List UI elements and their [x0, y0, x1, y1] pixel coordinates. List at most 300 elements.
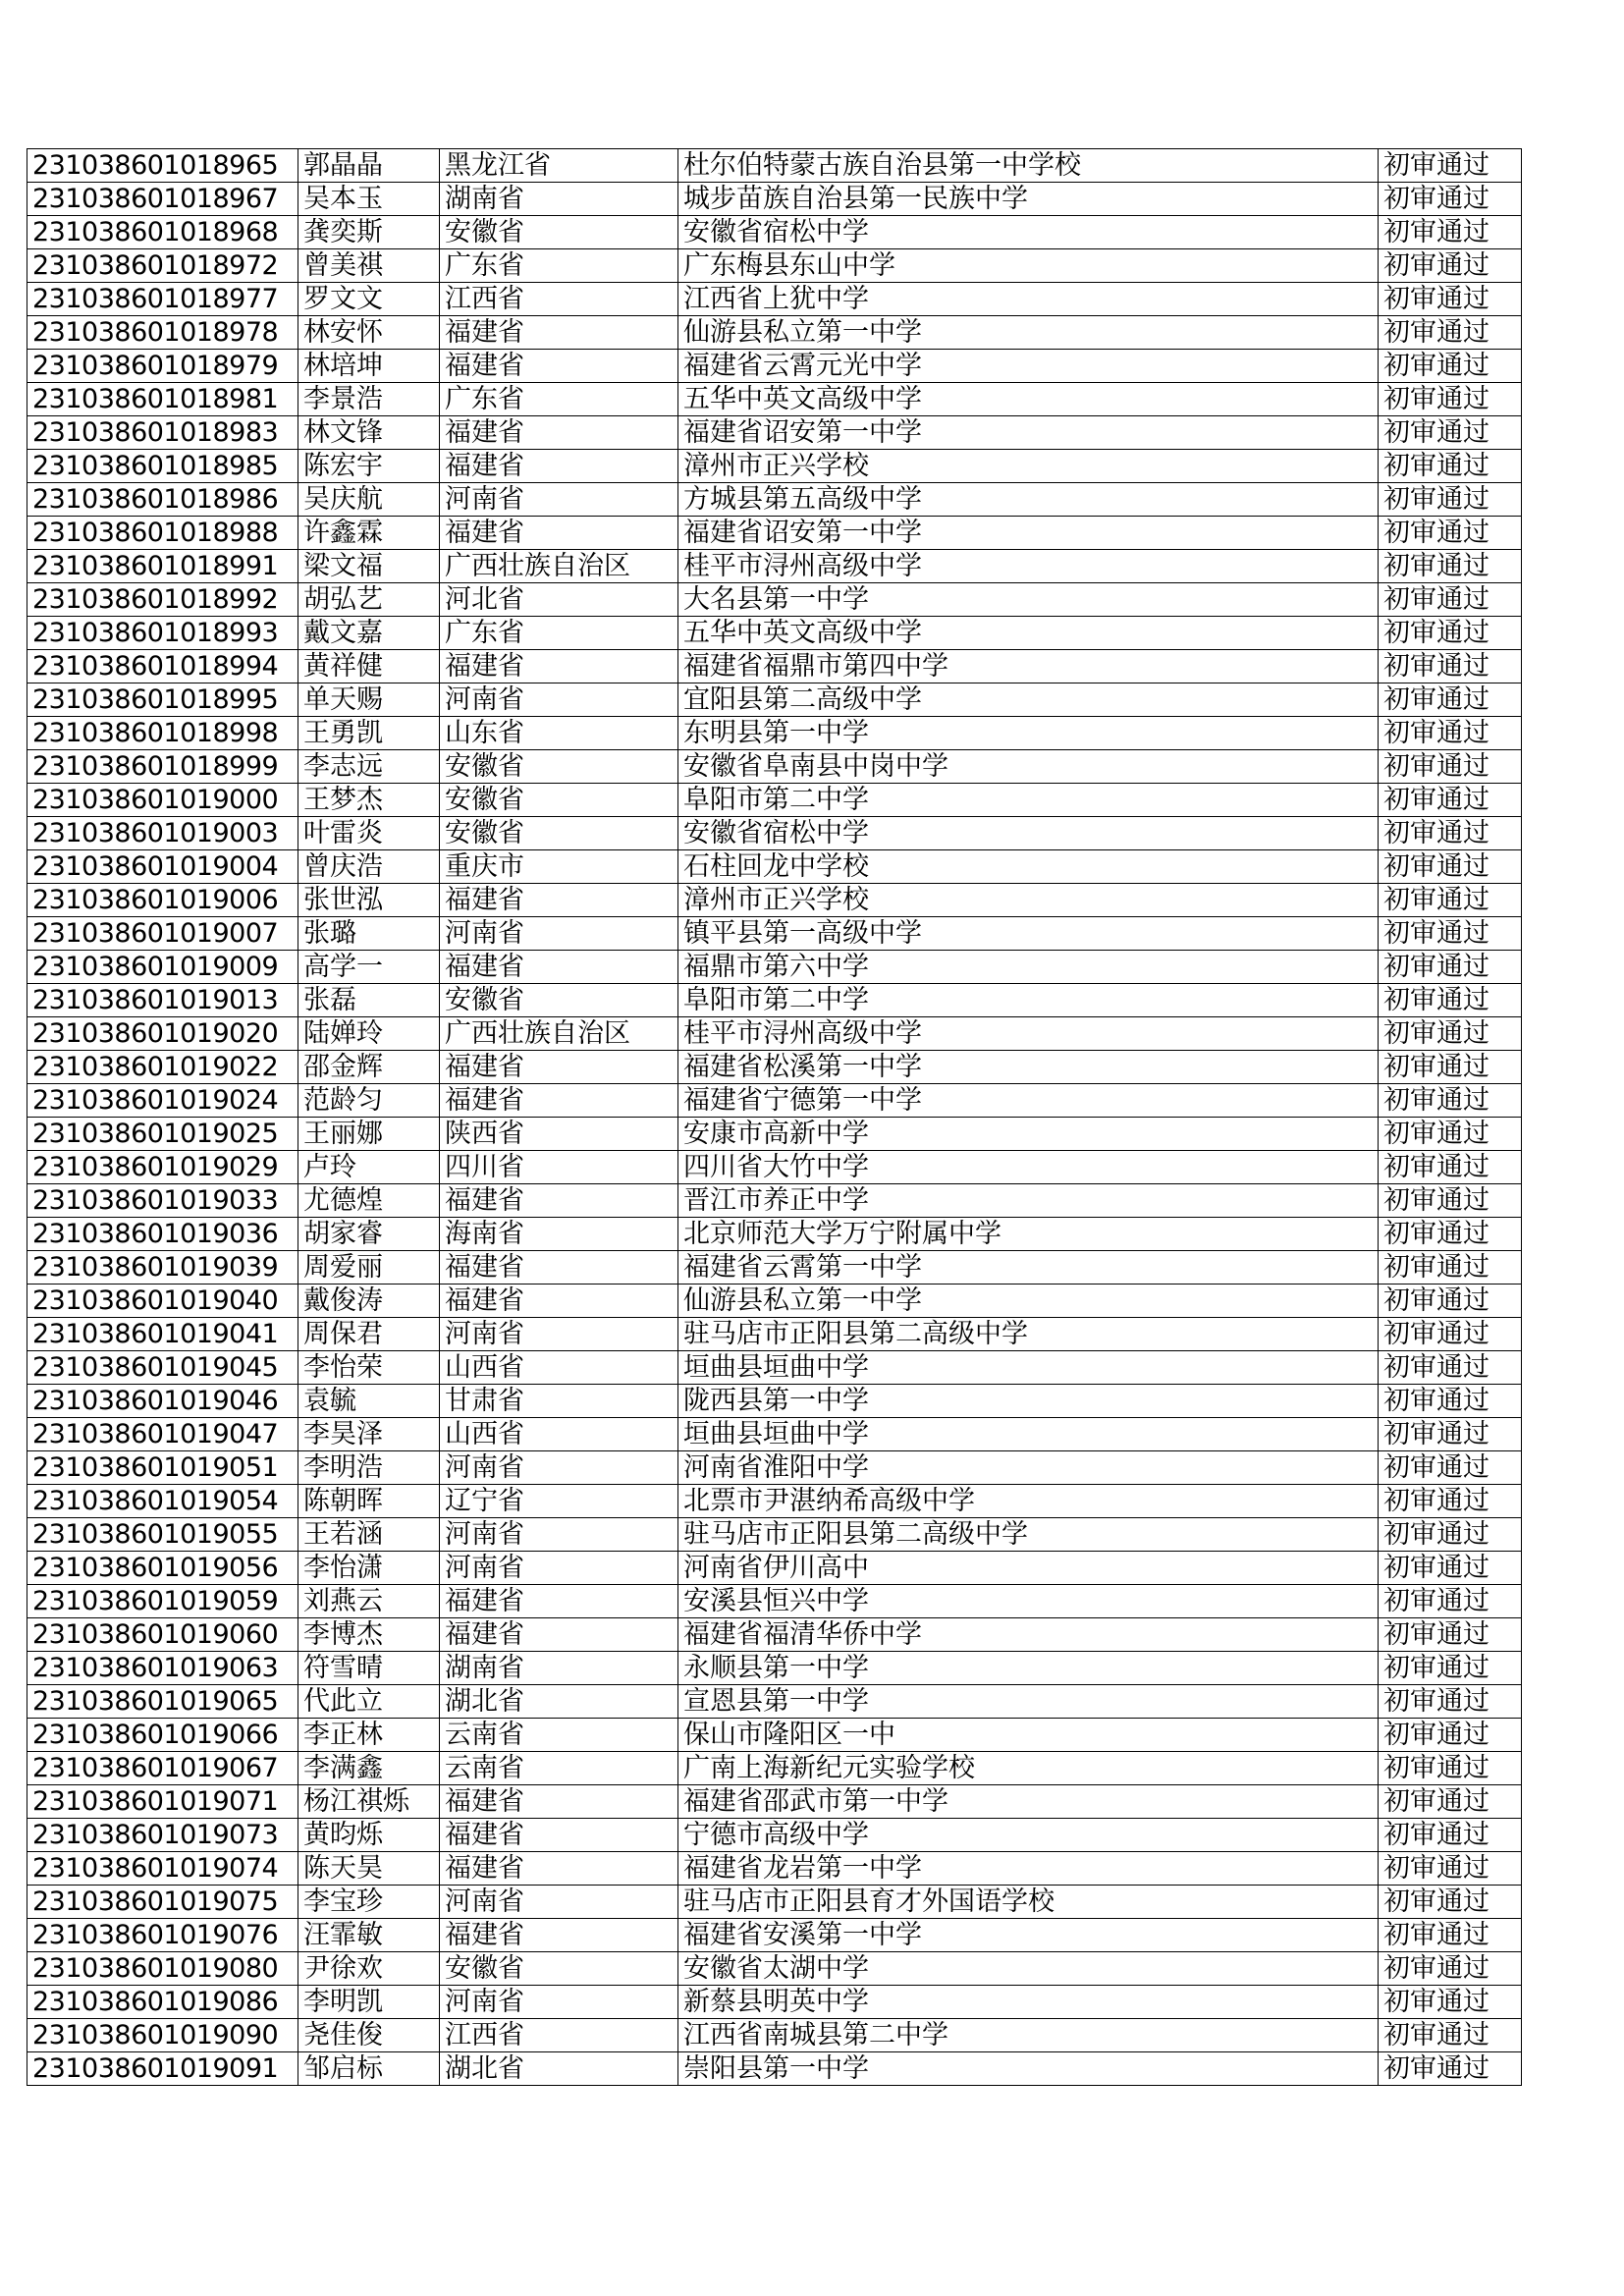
status-cell: 初审通过: [1379, 617, 1522, 650]
province-cell: 广西壮族自治区: [440, 1017, 678, 1051]
province-cell: 广东省: [440, 617, 678, 650]
registration-id-cell: 231038601019056: [27, 1552, 298, 1585]
name-cell: 尹徐欢: [298, 1952, 440, 1986]
registration-id-cell: 231038601019054: [27, 1485, 298, 1518]
province-cell: 安徽省: [440, 750, 678, 784]
registration-id-cell: 231038601018988: [27, 517, 298, 550]
status-cell: 初审通过: [1379, 149, 1522, 183]
table-row: [27, 1852, 1522, 1886]
province-cell: 河南省: [440, 683, 678, 717]
school-cell: 福建省福清华侨中学: [678, 1618, 1379, 1652]
registration-id-cell: 231038601019086: [27, 1986, 298, 2019]
registration-id-cell: 231038601018986: [27, 483, 298, 517]
province-cell: 江西省: [440, 2019, 678, 2052]
school-cell: 宁德市高级中学: [678, 1819, 1379, 1852]
school-cell: 新蔡县明英中学: [678, 1986, 1379, 2019]
status-cell: 初审通过: [1379, 483, 1522, 517]
table-row: [27, 1451, 1522, 1485]
school-cell: 镇平县第一高级中学: [678, 917, 1379, 951]
province-cell: 云南省: [440, 1719, 678, 1752]
status-cell: 初审通过: [1379, 1719, 1522, 1752]
registration-id-cell: 231038601019074: [27, 1852, 298, 1886]
school-cell: 五华中英文高级中学: [678, 617, 1379, 650]
school-cell: 安徽省宿松中学: [678, 216, 1379, 249]
school-cell: 福建省云霄第一中学: [678, 1251, 1379, 1285]
registration-id-cell: 231038601019060: [27, 1618, 298, 1652]
registration-id-cell: 231038601018978: [27, 316, 298, 350]
status-cell: 初审通过: [1379, 1184, 1522, 1218]
status-cell: 初审通过: [1379, 583, 1522, 617]
province-cell: 河南省: [440, 1986, 678, 2019]
name-cell: 林文锋: [298, 416, 440, 450]
registration-id-cell: 231038601018972: [27, 249, 298, 283]
name-cell: 陆婵玲: [298, 1017, 440, 1051]
registration-id-cell: 231038601019020: [27, 1017, 298, 1051]
table-row: [27, 416, 1522, 450]
status-cell: 初审通过: [1379, 249, 1522, 283]
registration-id-cell: 231038601019073: [27, 1819, 298, 1852]
province-cell: 河北省: [440, 583, 678, 617]
registration-id-cell: 231038601018983: [27, 416, 298, 450]
province-cell: 湖北省: [440, 2052, 678, 2086]
registration-id-cell: 231038601019063: [27, 1652, 298, 1685]
status-cell: 初审通过: [1379, 1852, 1522, 1886]
registration-id-cell: 231038601018999: [27, 750, 298, 784]
registration-id-cell: 231038601018998: [27, 717, 298, 750]
registration-id-cell: 231038601018993: [27, 617, 298, 650]
name-cell: 符雪晴: [298, 1652, 440, 1685]
status-cell: 初审通过: [1379, 1952, 1522, 1986]
table-row: [27, 1919, 1522, 1952]
status-cell: 初审通过: [1379, 350, 1522, 383]
school-cell: 福建省诏安第一中学: [678, 416, 1379, 450]
status-cell: 初审通过: [1379, 1051, 1522, 1084]
table-row: [27, 750, 1522, 784]
table-row: [27, 717, 1522, 750]
table-row: [27, 1418, 1522, 1451]
name-cell: 胡弘艺: [298, 583, 440, 617]
registration-id-cell: 231038601019066: [27, 1719, 298, 1752]
name-cell: 张世泓: [298, 884, 440, 917]
name-cell: 黄昀烁: [298, 1819, 440, 1852]
registration-id-cell: 231038601019000: [27, 784, 298, 817]
table-row: [27, 1685, 1522, 1719]
status-cell: 初审通过: [1379, 1819, 1522, 1852]
table-row: [27, 1351, 1522, 1385]
table-row: [27, 1552, 1522, 1585]
table-row: [27, 1585, 1522, 1618]
name-cell: 罗文文: [298, 283, 440, 316]
registration-id-cell: 231038601018981: [27, 383, 298, 416]
province-cell: 福建省: [440, 1051, 678, 1084]
registration-id-cell: 231038601019025: [27, 1118, 298, 1151]
table-row: [27, 1652, 1522, 1685]
status-cell: 初审通过: [1379, 1919, 1522, 1952]
school-cell: 福鼎市第六中学: [678, 951, 1379, 984]
school-cell: 仙游县私立第一中学: [678, 316, 1379, 350]
registration-id-cell: 231038601018979: [27, 350, 298, 383]
province-cell: 湖南省: [440, 1652, 678, 1685]
status-cell: 初审通过: [1379, 1618, 1522, 1652]
registration-id-cell: 231038601019065: [27, 1685, 298, 1719]
table-row: [27, 1084, 1522, 1118]
status-cell: 初审通过: [1379, 1118, 1522, 1151]
school-cell: 阜阳市第二中学: [678, 984, 1379, 1017]
name-cell: 李明凯: [298, 1986, 440, 2019]
province-cell: 安徽省: [440, 984, 678, 1017]
status-cell: 初审通过: [1379, 951, 1522, 984]
name-cell: 陈宏宇: [298, 450, 440, 483]
province-cell: 河南省: [440, 1451, 678, 1485]
status-cell: 初审通过: [1379, 517, 1522, 550]
registration-id-cell: 231038601018992: [27, 583, 298, 617]
status-cell: 初审通过: [1379, 850, 1522, 884]
province-cell: 福建省: [440, 316, 678, 350]
table-row: [27, 1285, 1522, 1318]
name-cell: 范龄匀: [298, 1084, 440, 1118]
province-cell: 河南省: [440, 1886, 678, 1919]
name-cell: 叶雷炎: [298, 817, 440, 850]
name-cell: 李昊泽: [298, 1418, 440, 1451]
table-row: [27, 951, 1522, 984]
province-cell: 湖北省: [440, 1685, 678, 1719]
status-cell: 初审通过: [1379, 1318, 1522, 1351]
table-row: [27, 517, 1522, 550]
table-row: [27, 483, 1522, 517]
name-cell: 林培坤: [298, 350, 440, 383]
province-cell: 福建省: [440, 517, 678, 550]
status-cell: 初审通过: [1379, 1652, 1522, 1685]
school-cell: 陇西县第一中学: [678, 1385, 1379, 1418]
table-body: [27, 149, 1522, 2086]
status-cell: 初审通过: [1379, 1218, 1522, 1251]
name-cell: 王梦杰: [298, 784, 440, 817]
province-cell: 河南省: [440, 917, 678, 951]
name-cell: 邵金辉: [298, 1051, 440, 1084]
table-row: [27, 550, 1522, 583]
status-cell: 初审通过: [1379, 1418, 1522, 1451]
school-cell: 阜阳市第二中学: [678, 784, 1379, 817]
name-cell: 高学一: [298, 951, 440, 984]
status-cell: 初审通过: [1379, 1351, 1522, 1385]
school-cell: 福建省邵武市第一中学: [678, 1785, 1379, 1819]
table-row: [27, 1318, 1522, 1351]
registration-id-cell: 231038601019013: [27, 984, 298, 1017]
province-cell: 福建省: [440, 416, 678, 450]
province-cell: 河南省: [440, 483, 678, 517]
status-cell: 初审通过: [1379, 1886, 1522, 1919]
province-cell: 安徽省: [440, 784, 678, 817]
name-cell: 李怡潇: [298, 1552, 440, 1585]
name-cell: 戴文嘉: [298, 617, 440, 650]
name-cell: 周保君: [298, 1318, 440, 1351]
name-cell: 李怡荣: [298, 1351, 440, 1385]
status-cell: 初审通过: [1379, 784, 1522, 817]
status-cell: 初审通过: [1379, 450, 1522, 483]
name-cell: 李正林: [298, 1719, 440, 1752]
table-row: [27, 1986, 1522, 2019]
table-row: [27, 1118, 1522, 1151]
status-cell: 初审通过: [1379, 316, 1522, 350]
registration-id-cell: 231038601019007: [27, 917, 298, 951]
table-row: [27, 2052, 1522, 2086]
school-cell: 北票市尹湛纳希高级中学: [678, 1485, 1379, 1518]
table-row: [27, 2019, 1522, 2052]
name-cell: 单天赐: [298, 683, 440, 717]
registration-id-cell: 231038601019041: [27, 1318, 298, 1351]
registration-id-cell: 231038601019006: [27, 884, 298, 917]
table-row: [27, 1017, 1522, 1051]
province-cell: 四川省: [440, 1151, 678, 1184]
table-row: [27, 617, 1522, 650]
status-cell: 初审通过: [1379, 1151, 1522, 1184]
province-cell: 福建省: [440, 1785, 678, 1819]
registration-id-cell: 231038601019051: [27, 1451, 298, 1485]
school-cell: 崇阳县第一中学: [678, 2052, 1379, 2086]
name-cell: 吴本玉: [298, 183, 440, 216]
province-cell: 河南省: [440, 1318, 678, 1351]
school-cell: 漳州市正兴学校: [678, 450, 1379, 483]
name-cell: 刘燕云: [298, 1585, 440, 1618]
status-cell: 初审通过: [1379, 383, 1522, 416]
status-cell: 初审通过: [1379, 1518, 1522, 1552]
name-cell: 李宝珍: [298, 1886, 440, 1919]
registration-id-cell: 231038601019059: [27, 1585, 298, 1618]
school-cell: 五华中英文高级中学: [678, 383, 1379, 416]
school-cell: 东明县第一中学: [678, 717, 1379, 750]
status-cell: 初审通过: [1379, 183, 1522, 216]
name-cell: 尤德煌: [298, 1184, 440, 1218]
status-cell: 初审通过: [1379, 1986, 1522, 2019]
school-cell: 保山市隆阳区一中: [678, 1719, 1379, 1752]
table-row: [27, 650, 1522, 683]
table-row: [27, 884, 1522, 917]
school-cell: 安徽省阜南县中岗中学: [678, 750, 1379, 784]
registration-id-cell: 231038601018995: [27, 683, 298, 717]
name-cell: 代此立: [298, 1685, 440, 1719]
province-cell: 福建省: [440, 1819, 678, 1852]
name-cell: 许鑫霖: [298, 517, 440, 550]
table-row: [27, 1184, 1522, 1218]
province-cell: 福建省: [440, 1251, 678, 1285]
registration-id-cell: 231038601019004: [27, 850, 298, 884]
table-row: [27, 1485, 1522, 1518]
province-cell: 江西省: [440, 283, 678, 316]
school-cell: 永顺县第一中学: [678, 1652, 1379, 1685]
school-cell: 北京师范大学万宁附属中学: [678, 1218, 1379, 1251]
province-cell: 福建省: [440, 1919, 678, 1952]
status-cell: 初审通过: [1379, 750, 1522, 784]
province-cell: 福建省: [440, 1285, 678, 1318]
province-cell: 广东省: [440, 383, 678, 416]
name-cell: 郭晶晶: [298, 149, 440, 183]
status-cell: 初审通过: [1379, 1685, 1522, 1719]
province-cell: 湖南省: [440, 183, 678, 216]
school-cell: 晋江市养正中学: [678, 1184, 1379, 1218]
registration-id-cell: 231038601019067: [27, 1752, 298, 1785]
school-cell: 仙游县私立第一中学: [678, 1285, 1379, 1318]
school-cell: 广南上海新纪元实验学校: [678, 1752, 1379, 1785]
school-cell: 河南省伊川高中: [678, 1552, 1379, 1585]
registration-id-cell: 231038601019040: [27, 1285, 298, 1318]
status-cell: 初审通过: [1379, 1251, 1522, 1285]
school-cell: 福建省松溪第一中学: [678, 1051, 1379, 1084]
table-row: [27, 1385, 1522, 1418]
registration-id-cell: 231038601019003: [27, 817, 298, 850]
name-cell: 戴俊涛: [298, 1285, 440, 1318]
status-cell: 初审通过: [1379, 216, 1522, 249]
province-cell: 山西省: [440, 1351, 678, 1385]
name-cell: 邹启标: [298, 2052, 440, 2086]
name-cell: 袁毓: [298, 1385, 440, 1418]
table-row: [27, 917, 1522, 951]
registration-id-cell: 231038601018991: [27, 550, 298, 583]
status-cell: 初审通过: [1379, 1785, 1522, 1819]
school-cell: 驻马店市正阳县第二高级中学: [678, 1318, 1379, 1351]
status-cell: 初审通过: [1379, 283, 1522, 316]
school-cell: 福建省诏安第一中学: [678, 517, 1379, 550]
registration-id-cell: 231038601018985: [27, 450, 298, 483]
province-cell: 福建省: [440, 450, 678, 483]
status-cell: 初审通过: [1379, 817, 1522, 850]
table-row: [27, 1785, 1522, 1819]
registration-id-cell: 231038601018965: [27, 149, 298, 183]
registration-id-cell: 231038601019046: [27, 1385, 298, 1418]
school-cell: 四川省大竹中学: [678, 1151, 1379, 1184]
school-cell: 河南省淮阳中学: [678, 1451, 1379, 1485]
province-cell: 福建省: [440, 1618, 678, 1652]
name-cell: 林安怀: [298, 316, 440, 350]
status-cell: 初审通过: [1379, 984, 1522, 1017]
registration-id-cell: 231038601018994: [27, 650, 298, 683]
school-cell: 大名县第一中学: [678, 583, 1379, 617]
name-cell: 李景浩: [298, 383, 440, 416]
school-cell: 驻马店市正阳县第二高级中学: [678, 1518, 1379, 1552]
name-cell: 李满鑫: [298, 1752, 440, 1785]
status-cell: 初审通过: [1379, 1451, 1522, 1485]
province-cell: 陕西省: [440, 1118, 678, 1151]
table-row: [27, 1952, 1522, 1986]
registration-id-cell: 231038601019090: [27, 2019, 298, 2052]
registration-id-cell: 231038601019055: [27, 1518, 298, 1552]
status-cell: 初审通过: [1379, 416, 1522, 450]
school-cell: 杜尔伯特蒙古族自治县第一中学校: [678, 149, 1379, 183]
registration-id-cell: 231038601019029: [27, 1151, 298, 1184]
name-cell: 曾美祺: [298, 249, 440, 283]
name-cell: 胡家睿: [298, 1218, 440, 1251]
province-cell: 福建省: [440, 1852, 678, 1886]
registration-id-cell: 231038601019075: [27, 1886, 298, 1919]
table-row: [27, 1518, 1522, 1552]
school-cell: 安徽省宿松中学: [678, 817, 1379, 850]
name-cell: 杨江祺烁: [298, 1785, 440, 1819]
table-row: [27, 1886, 1522, 1919]
registration-id-cell: 231038601019091: [27, 2052, 298, 2086]
province-cell: 福建省: [440, 650, 678, 683]
table-row: [27, 583, 1522, 617]
table-row: [27, 1218, 1522, 1251]
name-cell: 梁文福: [298, 550, 440, 583]
school-cell: 宜阳县第二高级中学: [678, 683, 1379, 717]
table-row: [27, 1719, 1522, 1752]
table-row: [27, 850, 1522, 884]
province-cell: 山东省: [440, 717, 678, 750]
registration-id-cell: 231038601019009: [27, 951, 298, 984]
name-cell: 卢玲: [298, 1151, 440, 1184]
table-row: [27, 1819, 1522, 1852]
status-cell: 初审通过: [1379, 917, 1522, 951]
registration-id-cell: 231038601019076: [27, 1919, 298, 1952]
table-row: [27, 1752, 1522, 1785]
name-cell: 李志远: [298, 750, 440, 784]
province-cell: 海南省: [440, 1218, 678, 1251]
school-cell: 漳州市正兴学校: [678, 884, 1379, 917]
province-cell: 安徽省: [440, 216, 678, 249]
status-cell: 初审通过: [1379, 884, 1522, 917]
school-cell: 福建省福鼎市第四中学: [678, 650, 1379, 683]
table-row: [27, 216, 1522, 249]
school-cell: 广东梅县东山中学: [678, 249, 1379, 283]
name-cell: 吴庆航: [298, 483, 440, 517]
status-cell: 初审通过: [1379, 650, 1522, 683]
name-cell: 曾庆浩: [298, 850, 440, 884]
school-cell: 垣曲县垣曲中学: [678, 1418, 1379, 1451]
registration-id-cell: 231038601019022: [27, 1051, 298, 1084]
school-cell: 宣恩县第一中学: [678, 1685, 1379, 1719]
province-cell: 辽宁省: [440, 1485, 678, 1518]
name-cell: 李博杰: [298, 1618, 440, 1652]
table-row: [27, 450, 1522, 483]
registration-id-cell: 231038601019036: [27, 1218, 298, 1251]
province-cell: 福建省: [440, 884, 678, 917]
province-cell: 河南省: [440, 1518, 678, 1552]
table-row: [27, 1618, 1522, 1652]
province-cell: 安徽省: [440, 817, 678, 850]
registration-id-cell: 231038601019033: [27, 1184, 298, 1218]
status-cell: 初审通过: [1379, 2052, 1522, 2086]
status-cell: 初审通过: [1379, 1752, 1522, 1785]
status-cell: 初审通过: [1379, 1084, 1522, 1118]
school-cell: 城步苗族自治县第一民族中学: [678, 183, 1379, 216]
name-cell: 陈朝晖: [298, 1485, 440, 1518]
name-cell: 龚奕斯: [298, 216, 440, 249]
table-row: [27, 183, 1522, 216]
province-cell: 云南省: [440, 1752, 678, 1785]
table-row: [27, 1151, 1522, 1184]
table-row: [27, 683, 1522, 717]
province-cell: 福建省: [440, 1084, 678, 1118]
school-cell: 安溪县恒兴中学: [678, 1585, 1379, 1618]
status-cell: 初审通过: [1379, 2019, 1522, 2052]
status-cell: 初审通过: [1379, 550, 1522, 583]
name-cell: 陈天昊: [298, 1852, 440, 1886]
school-cell: 福建省云霄元光中学: [678, 350, 1379, 383]
province-cell: 甘肃省: [440, 1385, 678, 1418]
province-cell: 福建省: [440, 1585, 678, 1618]
name-cell: 张磊: [298, 984, 440, 1017]
province-cell: 广西壮族自治区: [440, 550, 678, 583]
name-cell: 尧佳俊: [298, 2019, 440, 2052]
school-cell: 江西省上犹中学: [678, 283, 1379, 316]
status-cell: 初审通过: [1379, 1017, 1522, 1051]
table-row: [27, 383, 1522, 416]
province-cell: 河南省: [440, 1552, 678, 1585]
table-row: [27, 1051, 1522, 1084]
province-cell: 重庆市: [440, 850, 678, 884]
name-cell: 周爱丽: [298, 1251, 440, 1285]
province-cell: 福建省: [440, 350, 678, 383]
table-row: [27, 350, 1522, 383]
